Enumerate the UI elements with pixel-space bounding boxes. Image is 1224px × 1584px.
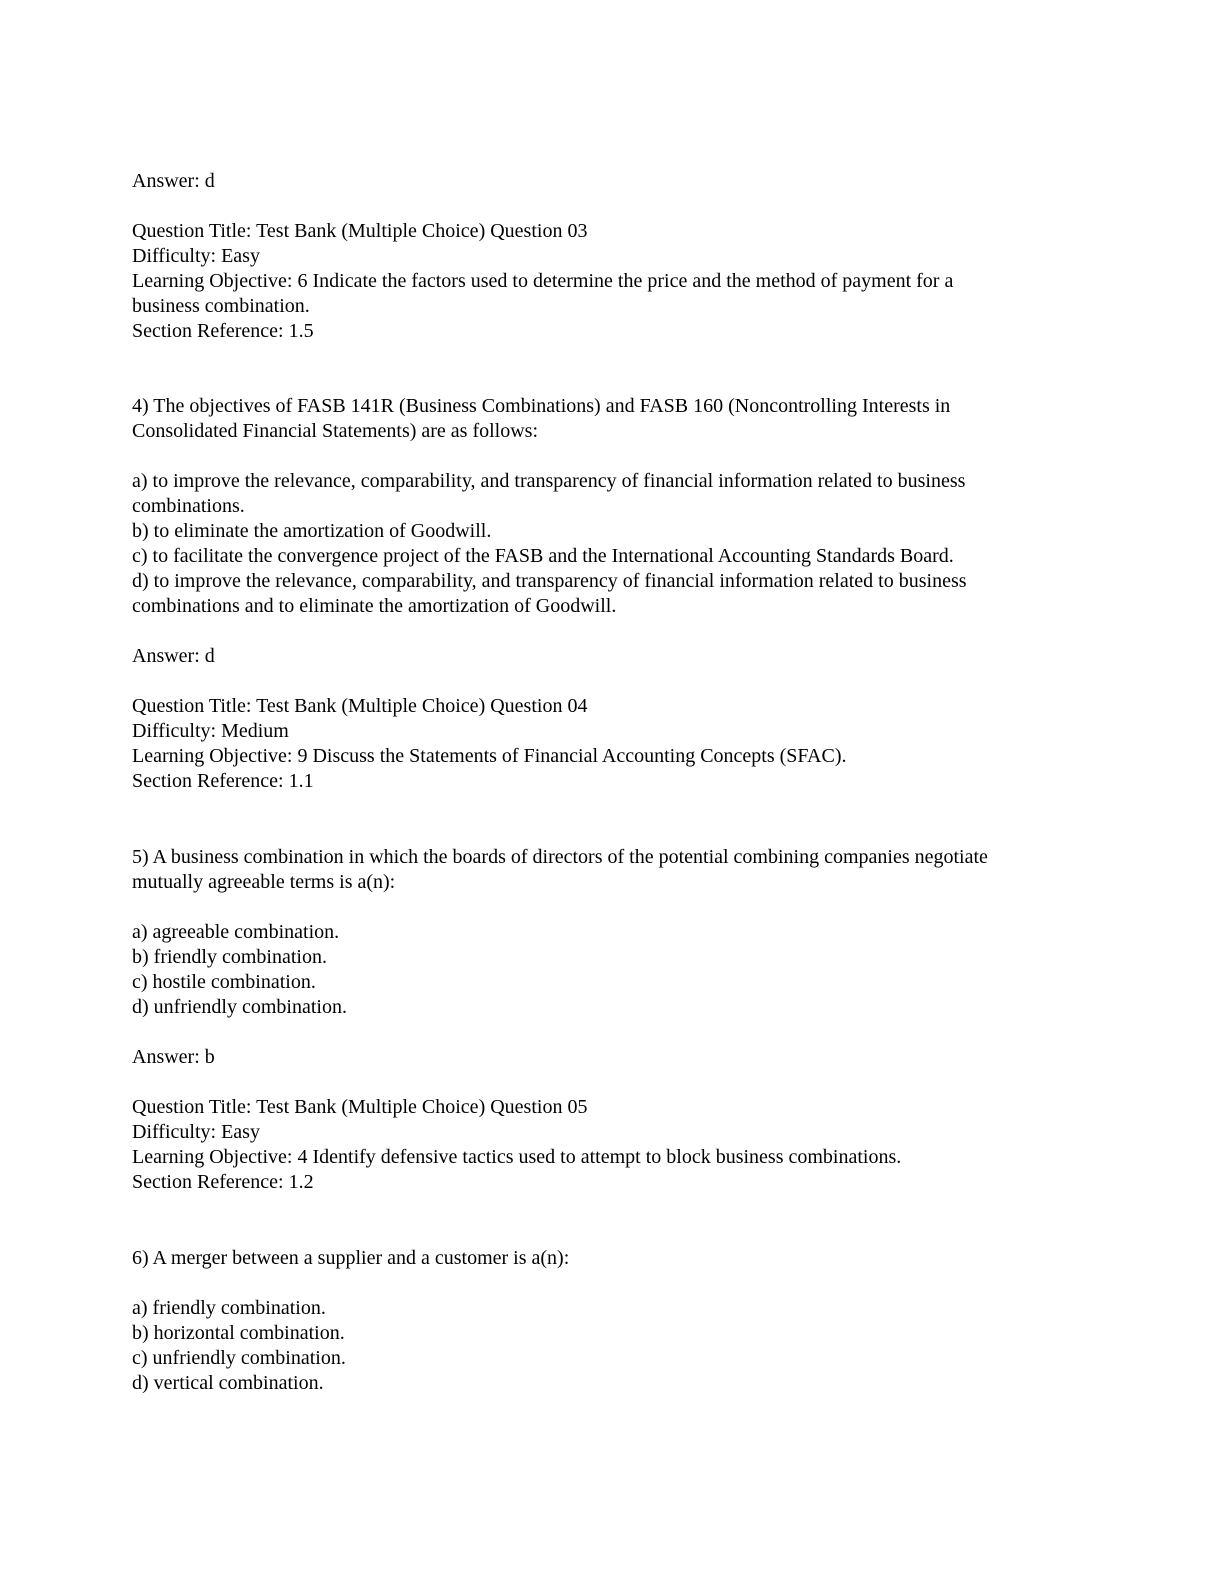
answer-line: Answer: d — [132, 170, 215, 192]
question-stem-line: mutually agreeable terms is a(n): — [132, 871, 396, 893]
difficulty-line: Difficulty: Easy — [132, 245, 260, 267]
answer-option-line: a) to improve the relevance, comparability, and transparency of financial information related to business — [132, 470, 966, 492]
learning-objective-line: Learning Objective: 4 Identify defensive tactics used to attempt to block business combinations. — [132, 1146, 902, 1168]
section-reference-line: Section Reference: 1.5 — [132, 320, 314, 342]
learning-objective-line: business combination. — [132, 295, 310, 317]
answer-option-line: c) unfriendly combination. — [132, 1347, 346, 1369]
difficulty-line: Difficulty: Medium — [132, 720, 289, 742]
question-title-line: Question Title: Test Bank (Multiple Choice) Question 04 — [132, 695, 588, 717]
question-title-line: Question Title: Test Bank (Multiple Choice) Question 05 — [132, 1096, 588, 1118]
answer-option-line: c) to facilitate the convergence project of the FASB and the International Accounting Standards Board. — [132, 545, 954, 567]
answer-option-line: a) friendly combination. — [132, 1297, 326, 1319]
answer-option-line: combinations. — [132, 495, 245, 517]
answer-line: Answer: b — [132, 1046, 215, 1068]
answer-option-line: a) agreeable combination. — [132, 921, 340, 943]
difficulty-line: Difficulty: Easy — [132, 1121, 260, 1143]
section-reference-line: Section Reference: 1.2 — [132, 1171, 314, 1193]
answer-option-line: d) vertical combination. — [132, 1372, 324, 1394]
answer-option-line: b) to eliminate the amortization of Goodwill. — [132, 520, 492, 542]
question-stem-line: 5) A business combination in which the boards of directors of the potential combining companies negotiate — [132, 846, 988, 868]
learning-objective-line: Learning Objective: 9 Discuss the Statements of Financial Accounting Concepts (SFAC). — [132, 745, 847, 767]
answer-option-line: d) to improve the relevance, comparability, and transparency of financial information related to business — [132, 570, 967, 592]
answer-line: Answer: d — [132, 645, 215, 667]
answer-option-line: c) hostile combination. — [132, 971, 316, 993]
section-reference-line: Section Reference: 1.1 — [132, 770, 314, 792]
answer-option-line: b) horizontal combination. — [132, 1322, 345, 1344]
question-stem-line: 4) The objectives of FASB 141R (Business Combinations) and FASB 160 (Noncontrolling Interests in — [132, 395, 951, 417]
question-title-line: Question Title: Test Bank (Multiple Choice) Question 03 — [132, 220, 588, 242]
question-stem-line: Consolidated Financial Statements) are as follows: — [132, 420, 539, 442]
learning-objective-line: Learning Objective: 6 Indicate the factors used to determine the price and the method of payment for a — [132, 270, 954, 292]
question-stem-line: 6) A merger between a supplier and a customer is a(n): — [132, 1247, 570, 1269]
answer-option-line: b) friendly combination. — [132, 946, 327, 968]
answer-option-line: d) unfriendly combination. — [132, 996, 347, 1018]
answer-option-line: combinations and to eliminate the amortization of Goodwill. — [132, 595, 617, 617]
